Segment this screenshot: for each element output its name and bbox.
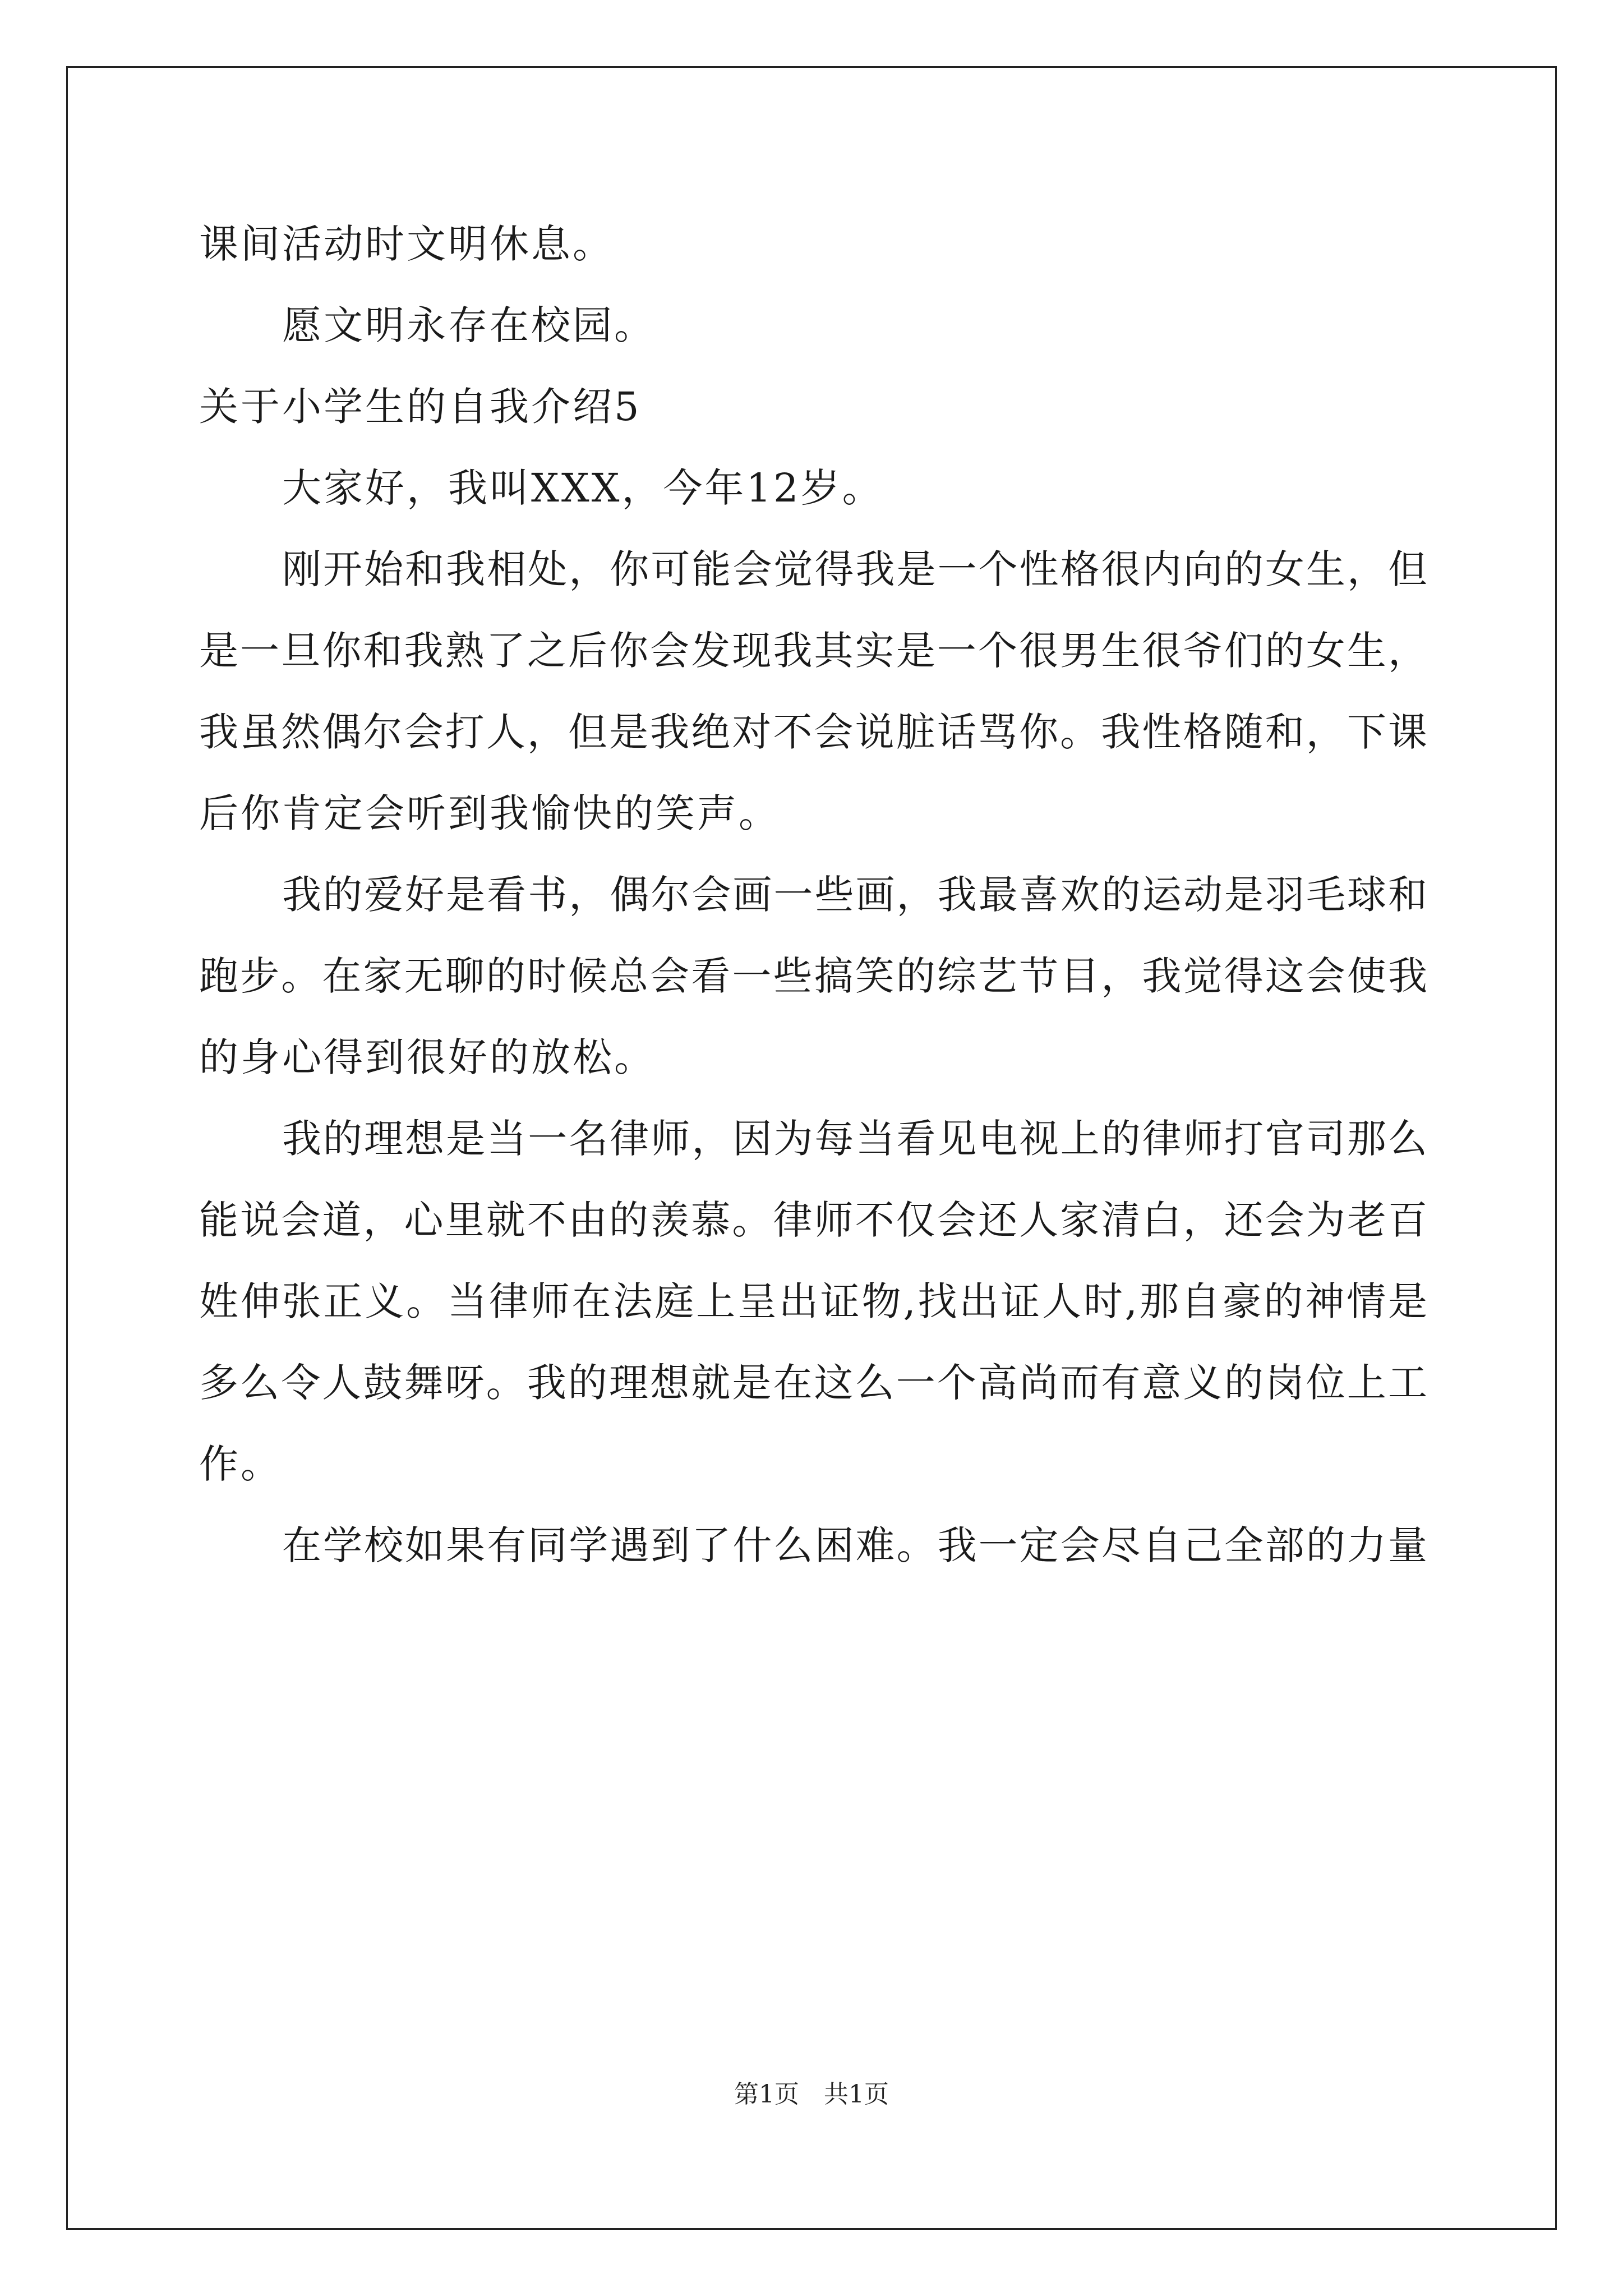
text-line: 我的理想是当一名律师，因为每当看见电视上的律师打官司那么 <box>282 1116 1427 1162</box>
page-number: 第1页 共1页 <box>734 2080 889 2109</box>
text-line: 是一旦你和我熟了之后你会发现我其实是一个很男生很爷们的女生， <box>199 628 1427 674</box>
text-line: 跑步。在家无聊的时候总会看一些搞笑的综艺节目，我觉得这会使我 <box>199 953 1427 999</box>
text-line: 多么令人鼓舞呀。我的理想就是在这么一个高尚而有意义的岗位上工 <box>199 1360 1427 1406</box>
text-line: 能说会道，心里就不由的羡慕。律师不仅会还人家清白，还会为老百 <box>199 1197 1427 1243</box>
text-line: 的身心得到很好的放松。 <box>199 1034 656 1080</box>
text-line: 姓伸张正义。当律师在法庭上呈出证物,找出证人时,那自豪的神情是 <box>199 1278 1427 1324</box>
text-line: 后你肯定会听到我愉快的笑声。 <box>199 790 780 836</box>
section-heading: 关于小学生的自我介绍5 <box>199 384 642 430</box>
text-line: 在学校如果有同学遇到了什么困难。我一定会尽自己全部的力量 <box>282 1522 1427 1568</box>
text-line: 愿文明永存在校园。 <box>282 302 656 348</box>
text-line: 刚开始和我相处，你可能会觉得我是一个性格很内向的女生，但 <box>282 546 1427 592</box>
text-line: 大家好，我叫XXX，今年12岁。 <box>282 465 884 511</box>
text-line: 我的爱好是看书，偶尔会画一些画，我最喜欢的运动是羽毛球和 <box>282 872 1427 918</box>
text-line: 作。 <box>199 1441 282 1487</box>
text-line: 我虽然偶尔会打人，但是我绝对不会说脏话骂你。我性格随和，下课 <box>199 709 1427 755</box>
text-line: 课间活动时文明休息。 <box>199 221 614 267</box>
